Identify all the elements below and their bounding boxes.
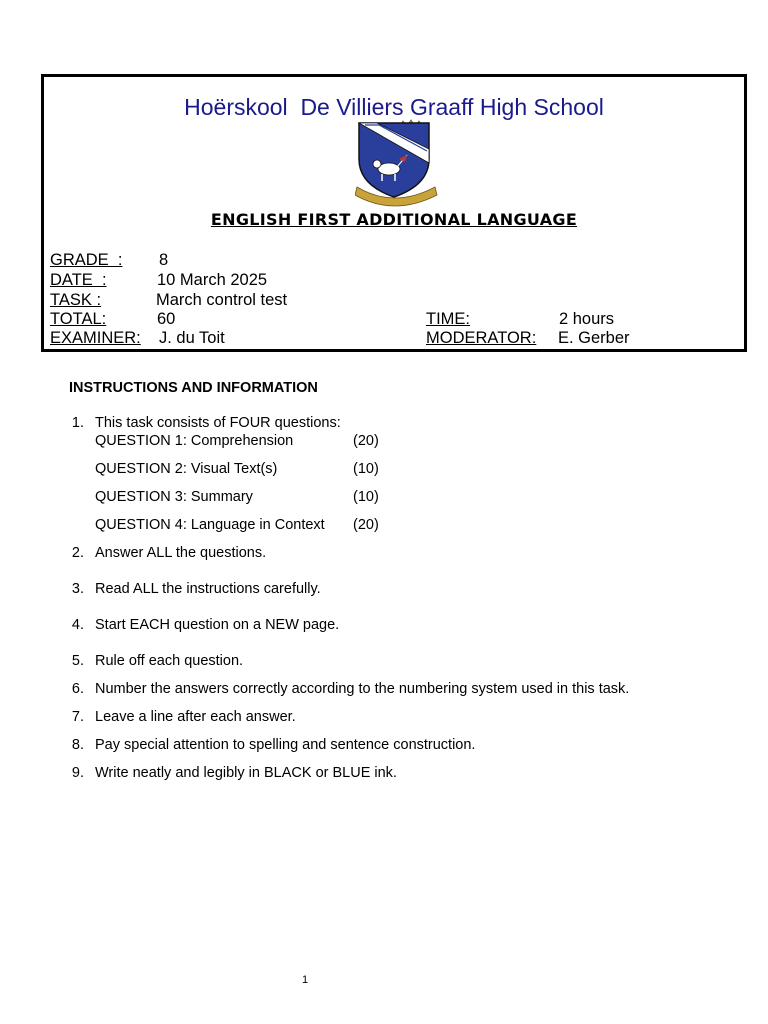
subject-title: ENGLISH FIRST ADDITIONAL LANGUAGE [210, 210, 578, 229]
examiner-label: EXAMINER: [50, 329, 141, 347]
list-item-number: 4. [71, 617, 84, 633]
date-value: 10 March 2025 [157, 271, 268, 289]
question-marks: (20) [353, 517, 379, 533]
grade-label: GRADE : [50, 251, 123, 269]
time-label: TIME: [426, 310, 470, 328]
list-item-number: 5. [71, 653, 84, 669]
question-label: QUESTION 2: Visual Text(s) [95, 461, 278, 477]
school-name: Hoërskool De Villiers Graaff High School [184, 94, 604, 120]
list-item-number: 2. [71, 545, 84, 561]
question-marks: (10) [353, 489, 379, 505]
total-label: TOTAL: [50, 310, 107, 328]
task-value: March control test [156, 291, 288, 309]
question-label: QUESTION 3: Summary [95, 489, 253, 505]
question-label: QUESTION 4: Language in Context [95, 517, 325, 533]
list-item: Answer ALL the questions. [95, 545, 267, 561]
list-item-number: 1. [71, 415, 84, 431]
list-item: Read ALL the instructions carefully. [95, 581, 321, 597]
question-label: QUESTION 1: Comprehension [95, 433, 294, 449]
list-item-number: 8. [71, 737, 84, 753]
examiner-value: J. du Toit [159, 329, 225, 347]
list-item: Start EACH question on a NEW page. [95, 617, 340, 633]
instructions-heading: INSTRUCTIONS AND INFORMATION [69, 380, 318, 396]
list-item: Write neatly and legibly in BLACK or BLUE ink. [95, 765, 397, 781]
list-item-number: 7. [71, 709, 84, 725]
date-label: DATE : [50, 271, 107, 289]
task-label: TASK : [50, 291, 102, 309]
list-item: Number the answers correctly according to the numbering system used in this task. [95, 681, 630, 697]
moderator-label: MODERATOR: [426, 329, 537, 347]
question-marks: (10) [353, 461, 379, 477]
header-box [41, 74, 747, 352]
list-item: This task consists of FOUR questions: [95, 415, 341, 431]
list-item-number: 3. [71, 581, 84, 597]
time-value: 2 hours [559, 310, 615, 328]
moderator-value: E. Gerber [558, 329, 630, 347]
question-marks: (20) [353, 433, 379, 449]
grade-value: 8 [159, 251, 169, 269]
school-crest-logo [355, 119, 439, 211]
list-item-number: 6. [71, 681, 84, 697]
list-item: Rule off each question. [95, 653, 244, 669]
list-item: Pay special attention to spelling and sentence construction. [95, 737, 476, 753]
total-value: 60 [157, 310, 176, 328]
page-number: 1 [302, 974, 309, 986]
list-item: Leave a line after each answer. [95, 709, 296, 725]
list-item-number: 9. [71, 765, 84, 781]
